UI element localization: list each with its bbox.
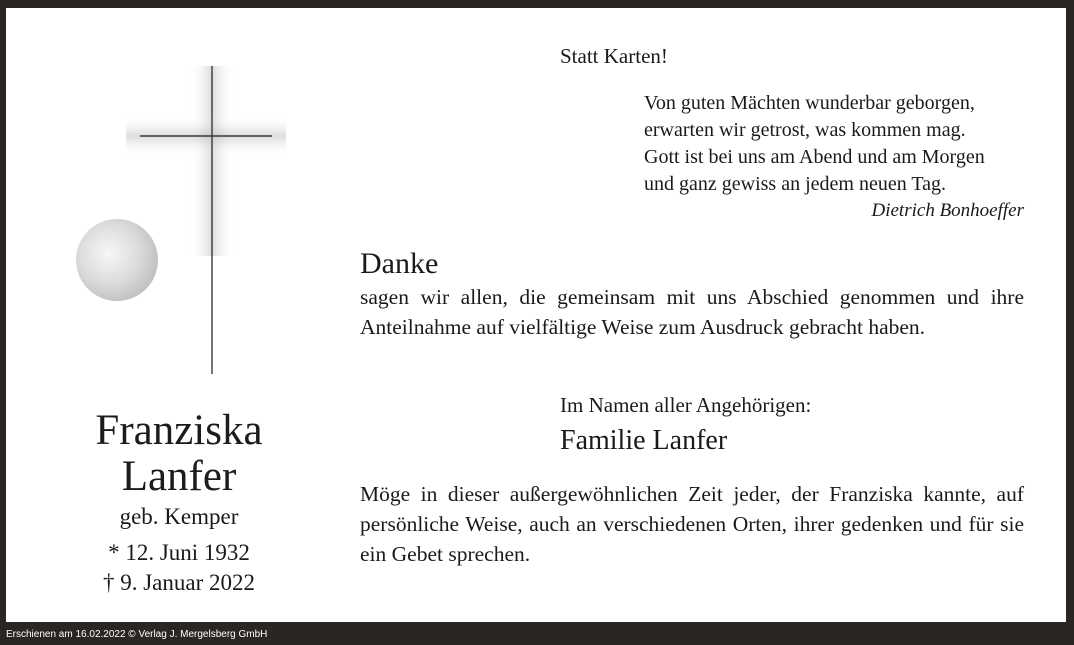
left-column (6, 8, 364, 622)
signature-intro: Im Namen aller Angehörigen: (560, 393, 812, 417)
cross-with-moon-icon (76, 56, 296, 374)
publication-footer: Erschienen am 16.02.2022 © Verlag J. Mergelsberg GmbH (6, 629, 268, 640)
deceased-last-name: Lanfer (121, 453, 237, 500)
deceased-first-name: Franziska (95, 407, 263, 454)
notice-heading: Statt Karten! (560, 44, 668, 68)
poem-quote (644, 90, 985, 198)
poem-line: Gott ist bei uns am Abend und am Morgen (644, 146, 985, 168)
deceased-info (34, 408, 324, 598)
poem-author: Dietrich Bonhoeffer (871, 200, 1024, 221)
closing-paragraph: Möge in dieser außergewöhnlichen Zeit jeder, der Franziska kannte, auf persönliche Weise, auch an verschiedenen Orten, ihrer gedenken und für sie ein Gebet sprechen. (360, 482, 1024, 566)
notice-text (358, 8, 1024, 622)
moon-shape (76, 219, 158, 301)
poem-line: Von guten Mächten wunderbar geborgen, (644, 92, 975, 114)
birth-date: * 12. Juni 1932 (108, 540, 250, 565)
signature-family: Familie Lanfer (560, 425, 728, 456)
thanks-heading: Danke (360, 247, 439, 280)
obituary-card (6, 8, 1066, 622)
thanks-paragraph: sagen wir allen, die gemeinsam mit uns Abschied genommen und ihre Anteilnahme auf vielfältige Weise zum Ausdruck gebracht haben. (360, 285, 1024, 339)
poem-line: und ganz gewiss an jedem neuen Tag. (644, 173, 947, 195)
poem-line: erwarten wir getrost, was kommen mag. (644, 119, 966, 141)
death-date: † 9. Januar 2022 (102, 570, 256, 595)
deceased-maiden-name: geb. Kemper (119, 504, 239, 529)
